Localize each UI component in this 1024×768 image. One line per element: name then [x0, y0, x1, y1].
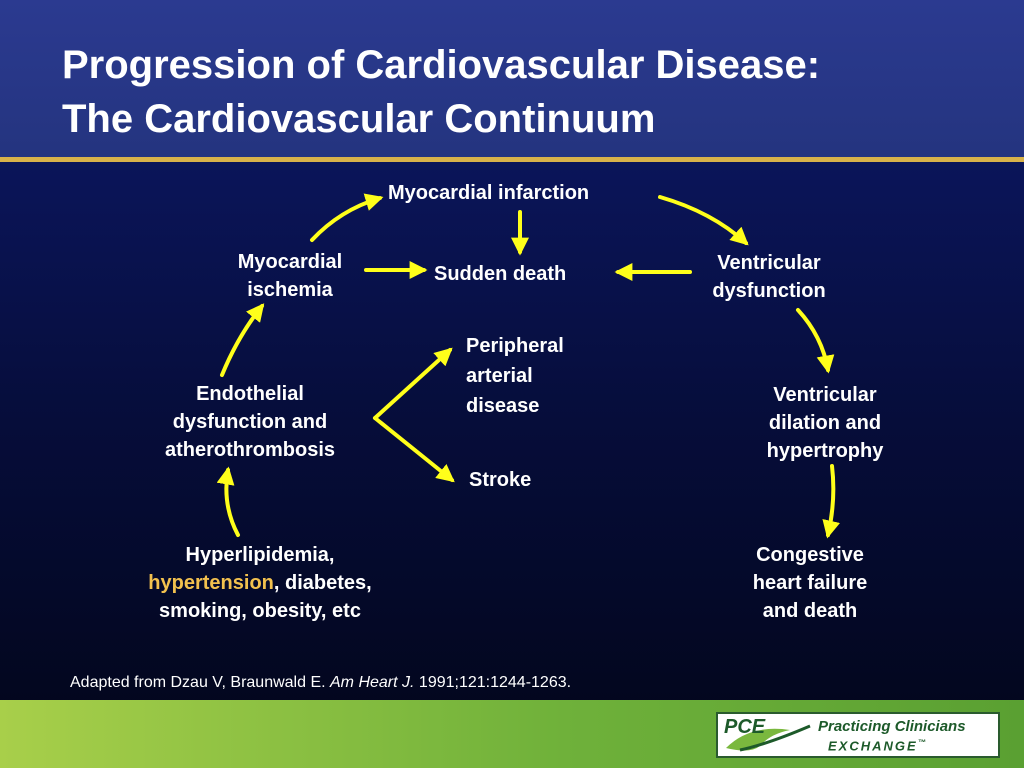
arrow-ischemia-to-infarction: [312, 198, 380, 240]
arrow-risk-factors-to-endothelial: [226, 470, 238, 535]
node-endothelial-dysfunction: [140, 380, 360, 464]
logo-subname-text: EXCHANGE: [828, 738, 918, 754]
citation-journal: Am Heart J.: [330, 674, 415, 691]
node-myocardial-ischemia-line-2: ischemia: [247, 279, 333, 301]
node-endothelial-line-3: atherothrombosis: [164, 439, 336, 461]
node-dilation-line-1: Ventricular: [773, 384, 877, 406]
node-endothelial-line-2: dysfunction and: [172, 411, 328, 433]
pce-logo: [716, 712, 1000, 758]
citation-prefix: Adapted from Dzau V, Braunwald E.: [70, 674, 330, 691]
node-risk-factors-line-2: [100, 569, 420, 597]
node-congestive-heart-failure: [730, 541, 890, 625]
node-myocardial-ischemia: [220, 248, 360, 304]
node-ventricular-dysfunction-line-2: dysfunction: [712, 280, 826, 302]
citation: [70, 672, 571, 694]
node-chf-line-3: and death: [762, 600, 858, 622]
node-ventricular-dysfunction-line-1: Ventricular: [717, 252, 821, 274]
arrow-endothelial-to-stroke: [375, 418, 452, 480]
node-peripheral-line-2: arterial: [466, 365, 533, 387]
logo-trademark: ™: [917, 738, 926, 747]
logo-name: Practicing Clinicians: [818, 718, 966, 735]
slide-title-line-1: Progression of Cardiovascular Disease:: [62, 43, 821, 87]
logo-abbrev: PCE: [724, 716, 766, 738]
arrow-endothelial-to-peripheral: [375, 350, 450, 418]
node-ventricular-dysfunction: [694, 249, 844, 305]
arrow-infarction-to-ventricular-dysfunction: [660, 197, 746, 243]
node-myocardial-infarction: Myocardial infarction: [388, 182, 590, 204]
slide-title-line-2: The Cardiovascular Continuum: [62, 97, 656, 141]
node-risk-factors-line-3: smoking, obesity, etc: [159, 600, 361, 622]
node-dilation-line-2: dilation and: [768, 412, 882, 434]
node-peripheral-line-1: Peripheral: [466, 335, 564, 357]
logo-subname: [828, 738, 926, 753]
node-risk-factors-line-2-rest: , diabetes,: [273, 572, 372, 594]
node-endothelial-line-1: Endothelial: [196, 383, 304, 405]
node-ventricular-dilation: [746, 381, 904, 465]
hypertension-highlight: hypertension: [148, 572, 274, 594]
node-chf-line-2: heart failure: [752, 572, 868, 594]
node-stroke: Stroke: [469, 469, 532, 491]
node-sudden-death: Sudden death: [434, 263, 567, 285]
arrow-dilation-to-heart-failure: [828, 466, 833, 535]
node-chf-line-1: Congestive: [756, 544, 864, 566]
node-risk-factors-line-1: Hyperlipidemia,: [185, 544, 335, 566]
node-myocardial-ischemia-line-1: Myocardial: [237, 251, 343, 273]
arrow-dysfunction-to-dilation: [798, 310, 828, 370]
node-dilation-line-3: hypertrophy: [766, 440, 884, 462]
node-risk-factors: [100, 541, 420, 625]
arrow-endothelial-to-ischemia: [222, 306, 262, 375]
citation-suffix: 1991;121:1244-1263.: [414, 674, 572, 691]
node-peripheral-line-3: disease: [466, 395, 540, 417]
node-peripheral-arterial-disease: [466, 331, 564, 421]
